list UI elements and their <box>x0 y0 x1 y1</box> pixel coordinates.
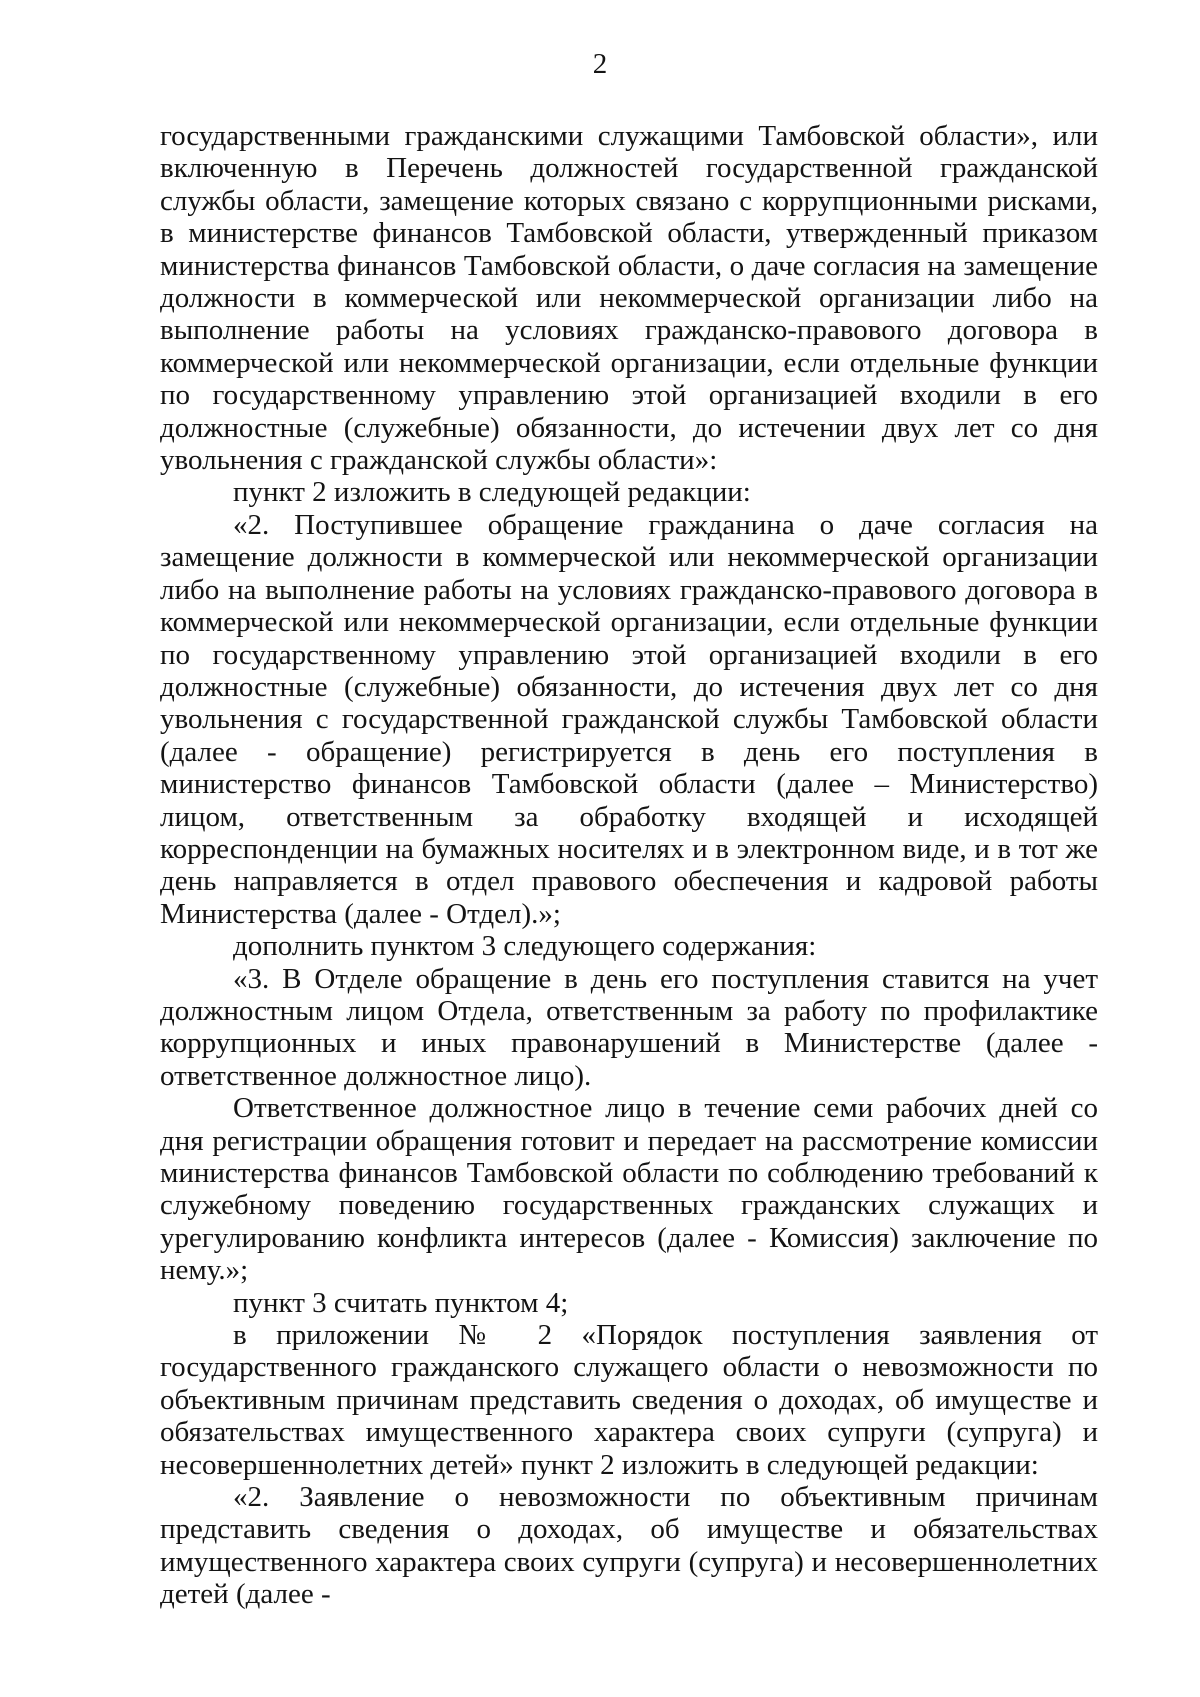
paragraph-application-text: «2. Заявление о невозможности по объективным причинам представить сведения о доходах, об имуществе и обязательствах имущественного характера своих супруги (супруга) и несовершеннолетних детей (далее - <box>160 1481 1098 1611</box>
paragraph-continuation: государственными гражданскими служащими Тамбовской области», или включенную в Перечень должностей государственной гражданской службы области, замещение которых связано с коррупционными рисками, в министерстве финансов Тамбовской области, утвержденный приказом министерства финансов Тамбовской области, о даче согласия на замещение должности в коммерческой или некоммерческой организации либо на выполнение работы на условиях гражданско-правового договора в коммерческой или некоммерческой организации, если отдельные функции по государственному управлению этой организацией входили в его должностные (служебные) обязанности, до истечении двух лет со дня увольнения с гражданской службы области»: <box>160 120 1098 477</box>
page-number: 2 <box>592 48 608 80</box>
paragraph-point-2-text: «2. Поступившее обращение гражданина о даче согласия на замещение должности в коммерческой или некоммерческой организации либо на выполнение работы на условиях гражданско-правового договора в коммерческой или некоммерческой организации, если отдельные функции по государственному управлению этой организацией входили в его должностные (служебные) обязанности, до истечения двух лет со дня увольнения с государственной гражданской службы Тамбовской области (далее - обращение) регистрируется в день его поступления в министерство финансов Тамбовской области (далее – Министерство) лицом, ответственным за обработку входящей и исходящей корреспонденции на бумажных носителях и в электронном виде, и в тот же день направляется в отдел правового обеспечения и кадровой работы Министерства (далее - Отдел).»; <box>160 508 1098 930</box>
document-body <box>160 120 1098 1611</box>
paragraph-point-3-text: «3. В Отделе обращение в день его поступления ставится на учет должностным лицом Отдела, ответственным за работу по профилактике коррупционных и иных правонарушений в Министерстве (далее - ответственное должностное лицо). <box>160 962 1098 1092</box>
paragraph-renumber-point: пункт 3 считать пунктом 4; <box>233 1286 569 1319</box>
paragraph-add-point-3: дополнить пунктом 3 следующего содержания: <box>233 930 817 963</box>
paragraph-appendix-2: в приложении № 2 «Порядок поступления заявления от государственного гражданского служащего области о невозможности по объективным причинам представить сведения о доходах, об имуществе и обязательствах имущественного характера своих супруги (супруга) и несовершеннолетних детей» пункт 2 изложить в следующей редакции: <box>160 1319 1098 1481</box>
paragraph-amend-point-2: пункт 2 изложить в следующей редакции: <box>233 476 751 509</box>
paragraph-responsible-official: Ответственное должностное лицо в течение семи рабочих дней со дня регистрации обращения готовит и передает на рассмотрение комиссии министерства финансов Тамбовской области по соблюдению требований к служебному поведению государственных гражданских служащих и урегулированию конфликта интересов (далее - Комиссия) заключение по нему.»; <box>160 1092 1098 1287</box>
